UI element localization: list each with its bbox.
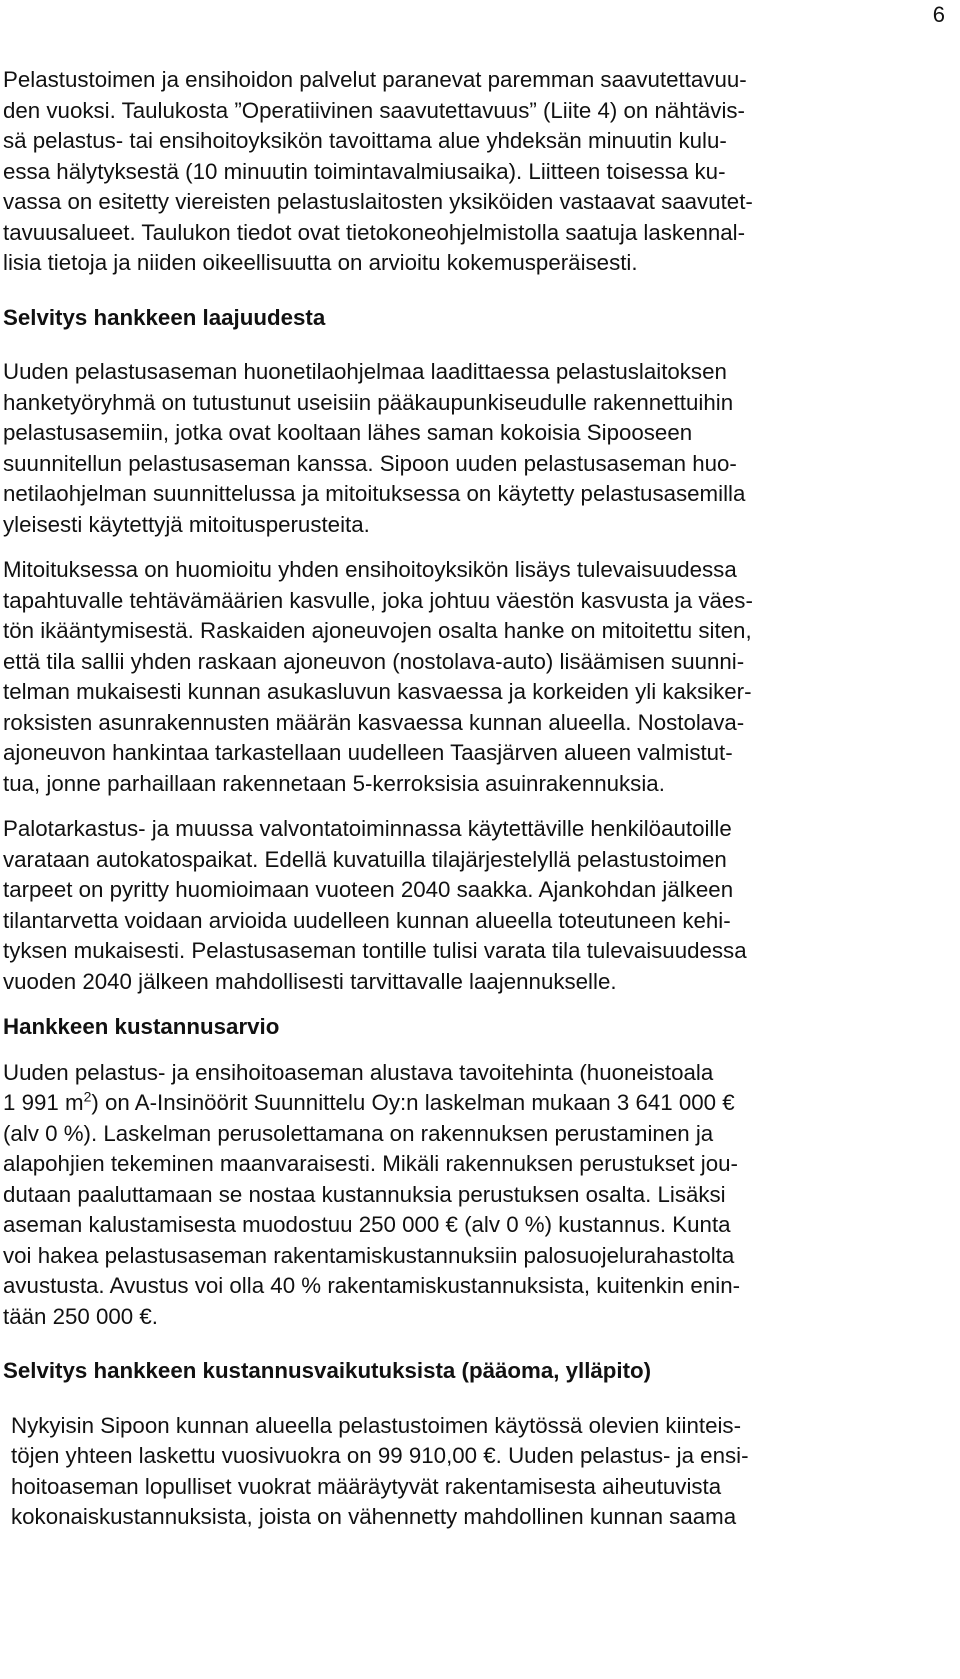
- text-line: hanketyöryhmä on tutustunut useisiin pääkaupunkiseudulle rakennettuihin: [3, 389, 734, 415]
- text-line: tään 250 000 €.: [3, 1303, 158, 1329]
- paragraph-rent: [3, 1411, 896, 1533]
- text-line: yleisesti käytettyjä mitoitusperusteita.: [3, 511, 370, 537]
- section-heading-cost-estimate: Hankkeen kustannusarvio: [3, 1014, 280, 1039]
- section-heading-scope: Selvitys hankkeen laajuudesta: [3, 304, 326, 330]
- text-line: Mitoituksessa on huomioitu yhden ensihoitoyksikön lisäys tulevaisuudessa: [3, 557, 737, 582]
- text-line: essa hälytyksestä (10 minuutin toimintavalmiusaika). Liitteen toisessa ku-: [3, 158, 726, 184]
- text-line: dutaan paaluttamaan se nostaa kustannuksia perustuksen osalta. Lisäksi: [3, 1181, 726, 1207]
- text-line: lisia tietoja ja niiden oikeellisuutta on arvioitu kokemusperäisesti.: [3, 250, 638, 275]
- text-line: töjen yhteen laskettu vuosivuokra on 99 910,00 €. Uuden pelastus- ja ensi-: [11, 1443, 749, 1468]
- text-line: [3, 1088, 896, 1119]
- paragraph-space-program: [3, 357, 896, 540]
- text-line: tarpeet on pyritty huomioimaan vuoteen 2040 saakka. Ajankohdan jälkeen: [3, 877, 734, 902]
- text-line: kokonaiskustannuksista, joista on vähennetty mahdollinen kunnan saama: [11, 1504, 737, 1529]
- document-body: [3, 65, 896, 1533]
- text-line: tön ikääntymisestä. Raskaiden ajoneuvojen osalta hanke on mitoitettu siten,: [3, 618, 752, 643]
- text-line: tua, jonne parhaillaan rakennetaan 5-kerroksisia asuinrakennuksia.: [3, 770, 665, 796]
- text-line: tilantarvetta voidaan arvioida uudelleen kunnan alueella toteutuneen kehi-: [3, 907, 731, 933]
- paragraph-cost-estimate: [3, 1058, 896, 1333]
- text-line: avustusta. Avustus voi olla 40 % rakentamiskustannuksista, kuitenkin enin-: [3, 1273, 741, 1298]
- text-line: varataan autokatospaikat. Edellä kuvatuilla tilajärjestelyllä pelastustoimen: [3, 846, 727, 872]
- text-line: netilaohjelman suunnittelussa ja mitoituksessa on käytetty pelastusasemilla: [3, 481, 746, 506]
- text-line: (alv 0 %). Laskelman perusolettamana on rakennuksen perustaminen ja: [3, 1120, 714, 1146]
- area-value: 1 991 m: [3, 1090, 84, 1115]
- text-line: Uuden pelastusaseman huonetilaohjelmaa laadittaessa pelastuslaitoksen: [3, 359, 727, 384]
- superscript-two: 2: [83, 1088, 92, 1105]
- text-line: että tila sallii yhden raskaan ajoneuvon (nostolava-auto) lisäämisen suunni-: [3, 648, 745, 674]
- text-line: alapohjien tekeminen maanvaraisesti. Mikäli rakennuksen perustukset jou-: [3, 1151, 738, 1176]
- text-line: den vuoksi. Taulukosta ”Operatiivinen saavutettavuus” (Liite 4) on nähtävis-: [3, 97, 745, 123]
- text-line: ajoneuvon hankintaa tarkastellaan uudelleen Taasjärven alueen valmistut-: [3, 740, 733, 765]
- text-line: tapahtuvalle tehtävämäärien kasvulle, joka johtuu väestön kasvusta ja väes-: [3, 587, 753, 613]
- text-line: pelastusasemiin, jotka ovat kooltaan lähes saman kokoisia Sipooseen: [3, 420, 693, 445]
- text-line: tyksen mukaisesti. Pelastusaseman tontille tulisi varata tila tulevaisuudessa: [3, 938, 747, 963]
- text-line: hoitoaseman lopulliset vuokrat määräytyvät rakentamisesta aiheutuvista: [11, 1473, 722, 1499]
- text-line: aseman kalustamisesta muodostuu 250 000 € (alv 0 %) kustannus. Kunta: [3, 1212, 731, 1237]
- page-number: 6: [932, 2, 945, 27]
- text-line: Palotarkastus- ja muussa valvontatoiminnassa käytettäville henkilöautoille: [3, 816, 732, 841]
- paragraph-dimensioning: [3, 555, 896, 799]
- text-line: voi hakea pelastusaseman rakentamiskustannuksiin palosuojelurahastolta: [3, 1242, 735, 1268]
- text-line: suunnitellun pelastusaseman kanssa. Sipoon uuden pelastusaseman huo-: [3, 450, 737, 476]
- text-line: vassa on esitetty viereisten pelastuslaitosten yksiköiden vastaavat saavutet-: [3, 189, 753, 214]
- text-line: vuoden 2040 jälkeen mahdollisesti tarvittavalle laajennukselle.: [3, 968, 617, 994]
- text-line: tavuusalueet. Taulukon tiedot ovat tietokoneohjelmistolla saatuja laskennal-: [3, 219, 746, 245]
- paragraph-reachability: [3, 65, 896, 279]
- text-line: sä pelastus- tai ensihoitoyksikön tavoittama alue yhdeksän minuutin kulu-: [3, 128, 727, 153]
- text-line: Pelastustoimen ja ensihoidon palvelut paranevat paremman saavutettavuu-: [3, 67, 747, 92]
- text-line: Uuden pelastus- ja ensihoitoaseman alustava tavoitehinta (huoneistoala: [3, 1059, 714, 1085]
- section-heading-cost-effects: Selvitys hankkeen kustannusvaikutuksista (pääoma, ylläpito): [3, 1358, 652, 1383]
- cost-text: ) on A-Insinöörit Suunnittelu Oy:n laskelman mukaan 3 641 000 €: [91, 1090, 735, 1115]
- paragraph-fire-inspection: [3, 814, 896, 997]
- text-line: Nykyisin Sipoon kunnan alueella pelastustoimen käytössä olevien kiinteis-: [11, 1412, 742, 1438]
- text-line: roksisten asunrakennusten määrän kasvaessa kunnan alueella. Nostolava-: [3, 709, 745, 735]
- text-line: telman mukaisesti kunnan asukasluvun kasvaessa ja korkeiden yli kaksiker-: [3, 679, 752, 704]
